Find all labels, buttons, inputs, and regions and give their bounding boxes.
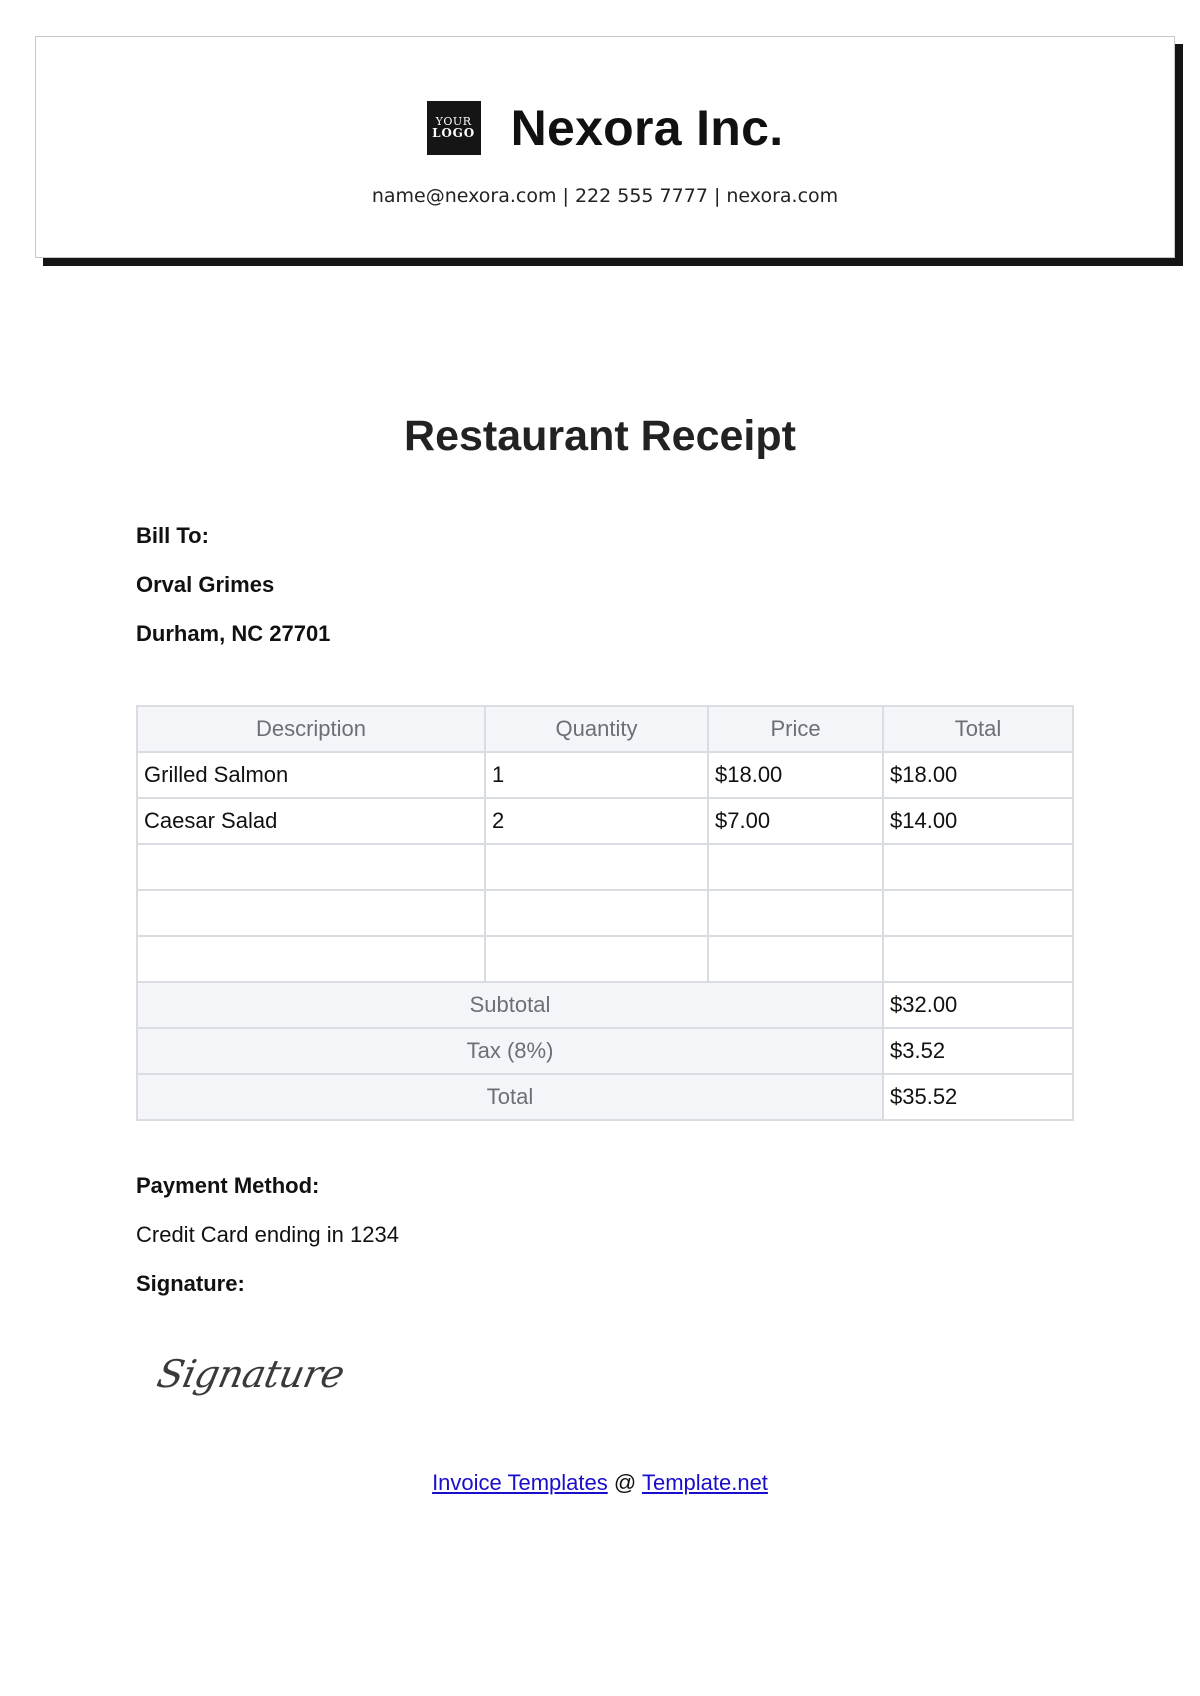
contact-info: name@nexora.com | 222 555 7777 | nexora.com: [371, 185, 839, 207]
logo-line-1: YOUR: [435, 114, 472, 128]
invoice-templates-link[interactable]: Invoice Templates: [432, 1470, 608, 1495]
brand-row: [36, 99, 1174, 157]
column-header-total: Total: [883, 706, 1073, 752]
cell-quantity: [485, 936, 708, 982]
cell-price: $18.00: [708, 752, 883, 798]
grand-total-label: Total: [137, 1074, 883, 1120]
cell-price: [708, 844, 883, 890]
cell-price: $7.00: [708, 798, 883, 844]
table-row: [137, 752, 1073, 798]
column-header-quantity: Quantity: [485, 706, 708, 752]
cell-description: [137, 936, 485, 982]
table-row: [137, 798, 1073, 844]
column-header-description: Description: [137, 706, 485, 752]
cell-quantity: 2: [485, 798, 708, 844]
bill-to-address: Durham, NC 27701: [136, 621, 331, 646]
subtotal-label: Subtotal: [137, 982, 883, 1028]
grand-total-row: [137, 1074, 1073, 1120]
column-header-price: Price: [708, 706, 883, 752]
letterhead-card: [35, 36, 1175, 258]
cell-description: [137, 890, 485, 936]
table-row-empty: [137, 890, 1073, 936]
cell-price: [708, 936, 883, 982]
cell-quantity: [485, 890, 708, 936]
cell-total: $14.00: [883, 798, 1073, 844]
table-header-row: [137, 706, 1073, 752]
footer-separator: @: [613, 1470, 637, 1495]
cell-quantity: 1: [485, 752, 708, 798]
logo-line-2: LOGO: [432, 126, 475, 141]
tax-label: Tax (8%): [137, 1028, 883, 1074]
cell-description: Grilled Salmon: [137, 752, 485, 798]
bill-to-name: Orval Grimes: [136, 572, 275, 597]
cell-total: [883, 890, 1073, 936]
cell-total: [883, 936, 1073, 982]
signature-label: Signature:: [136, 1271, 245, 1296]
tax-value: $3.52: [883, 1028, 1073, 1074]
logo-placeholder: [427, 101, 481, 155]
cell-price: [708, 890, 883, 936]
receipt-table: [136, 705, 1074, 1121]
payment-method-value: Credit Card ending in 1234: [136, 1222, 399, 1247]
cell-total: $18.00: [883, 752, 1073, 798]
payment-method-label: Payment Method:: [136, 1173, 320, 1198]
table-row-empty: [137, 936, 1073, 982]
footer: [0, 1470, 1200, 1496]
subtotal-row: [137, 982, 1073, 1028]
page-title: Restaurant Receipt: [404, 412, 796, 460]
cell-description: [137, 844, 485, 890]
cell-quantity: [485, 844, 708, 890]
tax-row: [137, 1028, 1073, 1074]
subtotal-value: $32.00: [883, 982, 1073, 1028]
template-net-link[interactable]: Template.net: [641, 1470, 768, 1495]
cell-total: [883, 844, 1073, 890]
cell-description: Caesar Salad: [137, 798, 485, 844]
grand-total-value: $35.52: [883, 1074, 1073, 1120]
table-row-empty: [137, 844, 1073, 890]
bill-to-label: Bill To:: [136, 523, 209, 548]
signature-image: Signature: [153, 1352, 349, 1396]
company-name: Nexora Inc.: [510, 100, 784, 156]
